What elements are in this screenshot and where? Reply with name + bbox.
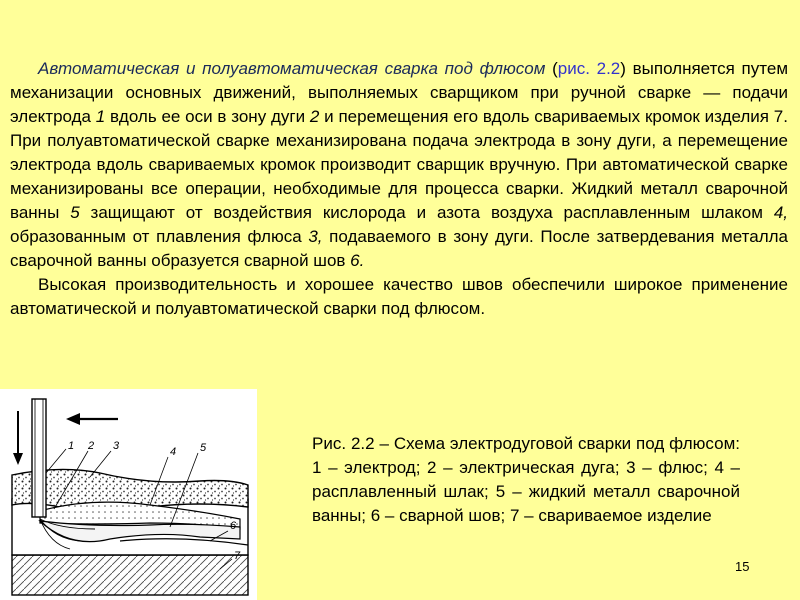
welding-diagram-svg (0, 389, 257, 600)
page-number: 15 (735, 559, 750, 574)
label-4: 4 (170, 446, 177, 458)
figure-reference: рис. 2.2 (557, 59, 621, 78)
text-f: подаваемого в зону дуги. После затвердевания металла сварочной ванны образуется сварной шов (10, 227, 788, 270)
ref-number-5: 5 (70, 203, 80, 222)
paragraph-1 (10, 57, 788, 273)
ref-number-4: 4, (773, 203, 788, 222)
ref-number-1: 1 (95, 107, 106, 126)
ref-number-2: 2 (309, 107, 320, 126)
label-5: 5 (200, 442, 207, 454)
ref-number-3: 3, (308, 227, 323, 246)
workpiece (12, 555, 248, 595)
term-heading: Автоматическая и полуавтоматическая сварка под флюсом (38, 59, 546, 78)
text-a: ) выполняется путем механизации основных движений, выполняемых сварщиком при ручной сварке — подачи электрода (10, 59, 789, 126)
text-c: и перемещения его вдоль свариваемых кромок изделия 7. При полуавтоматической сварке механизирована подача электрода в зону дуги, а перемещение электрода вдоль свариваемых кромок производит сварщик вручную. При автоматической сварке механизированы все операции, необходимые для процесса сварки. Жидкий металл сварочной ванны (10, 107, 788, 222)
text-e: образованным от плавления флюса (10, 227, 309, 246)
main-text (10, 57, 788, 321)
travel-arrow-head (66, 413, 80, 425)
open-paren: ( (545, 59, 558, 78)
label-7: 7 (234, 550, 241, 562)
label-6: 6 (230, 520, 237, 532)
text-d: защищают от воздействия кислорода и азота воздуха расплавленным шлаком (79, 203, 774, 222)
figure-caption: Рис. 2.2 – Схема электродуговой сварки под флюсом: 1 – электрод; 2 – электрическая дуга; 3 – флюс; 4 – расплавленный шлак; 5 – жидкий металл сварочной ванны; 6 – сварной шов; 7 – свариваемое изделие (312, 434, 740, 525)
label-2: 2 (88, 440, 95, 452)
electrode (32, 399, 46, 517)
label-1: 1 (68, 440, 75, 452)
label-3: 3 (113, 440, 120, 452)
feed-arrow-head (13, 453, 23, 465)
text-b: вдоль ее оси в зону дуги (105, 107, 310, 126)
welding-diagram (0, 389, 257, 600)
paragraph-2: Высокая производительность и хорошее качество швов обеспечили широкое применение автоматической и полуавтоматической сварки под флюсом. (10, 275, 788, 318)
ref-number-6: 6. (350, 251, 365, 270)
